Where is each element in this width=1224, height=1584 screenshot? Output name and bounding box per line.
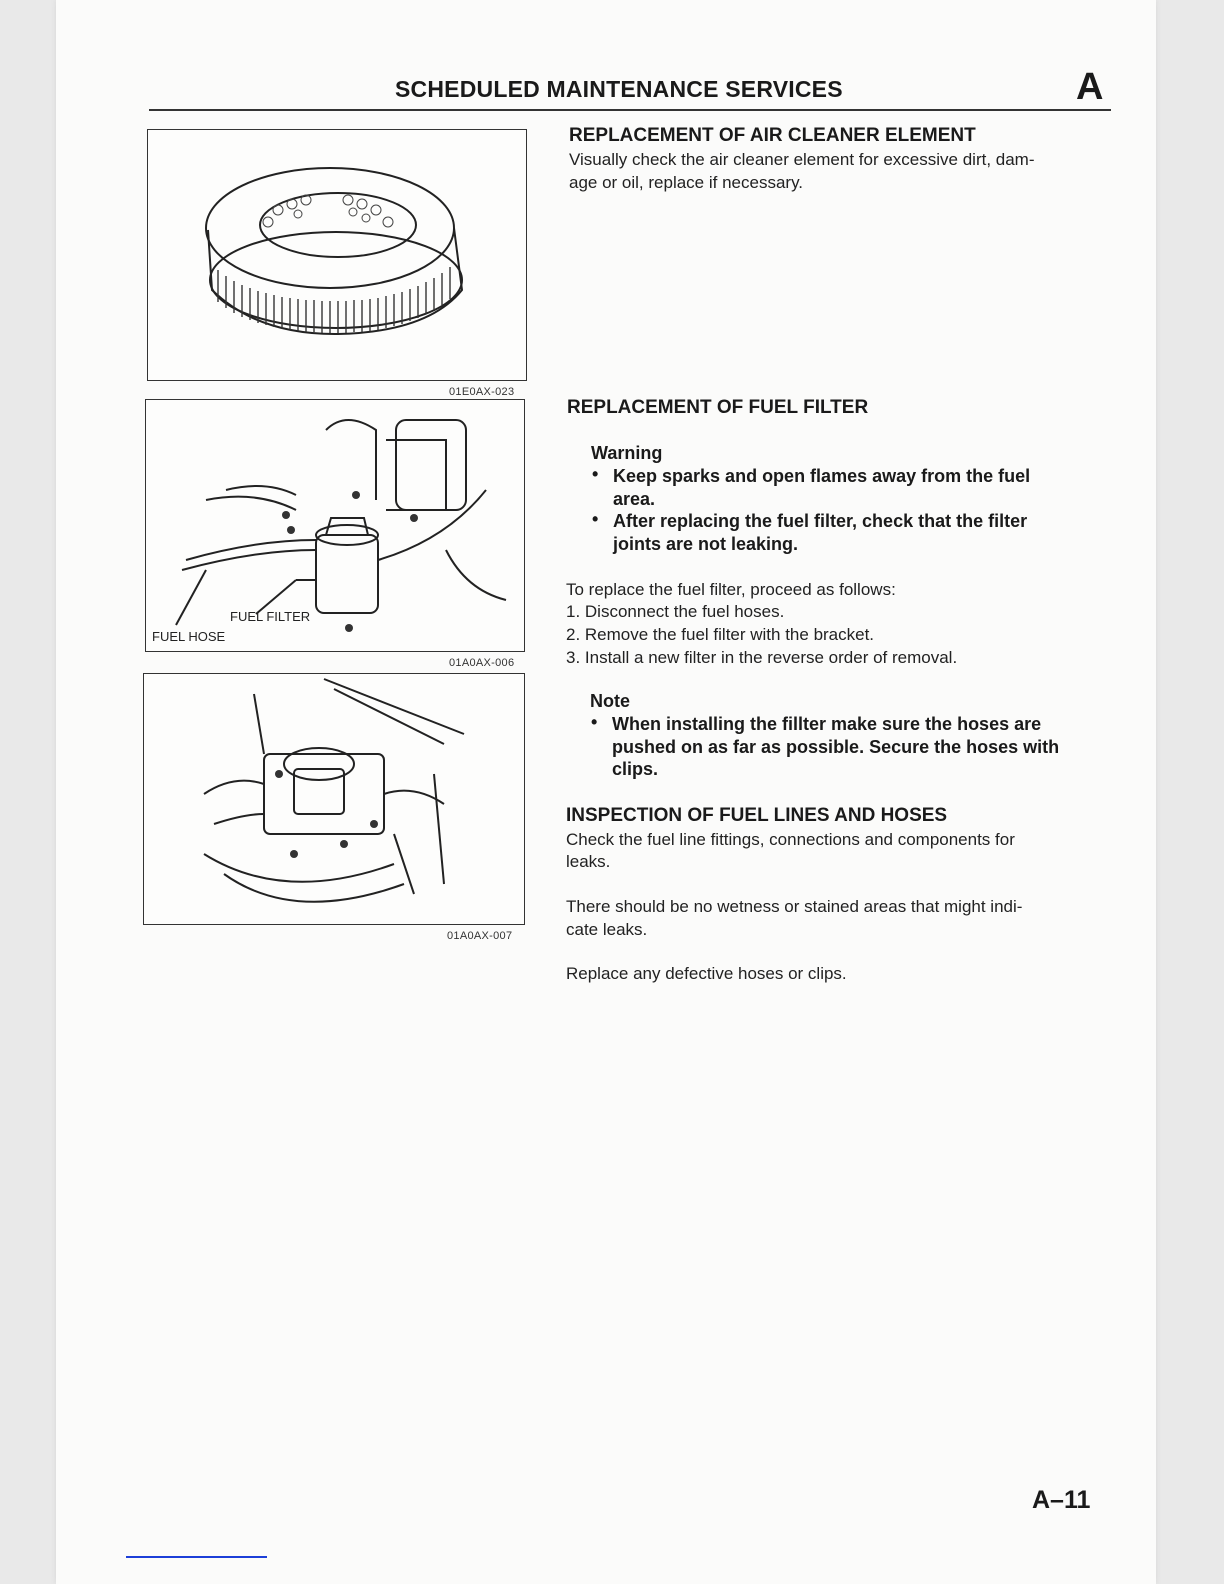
warning-title: Warning bbox=[591, 443, 663, 463]
figure-code-1: 01E0AX-023 bbox=[449, 386, 515, 398]
fuel-lines-p1-line-2: leaks. bbox=[566, 852, 611, 871]
figure-fuel-filter bbox=[145, 399, 525, 652]
page-header-title: SCHEDULED MAINTENANCE SERVICES bbox=[395, 76, 843, 102]
fuel-filter-illustration bbox=[146, 400, 524, 651]
fuel-filter-intro: To replace the fuel filter, proceed as follows: bbox=[566, 580, 896, 599]
air-cleaner-line-2: age or oil, replace if necessary. bbox=[569, 173, 804, 192]
air-cleaner-element-illustration bbox=[148, 130, 526, 380]
fuel-filter-label: FUEL FILTER bbox=[230, 609, 311, 624]
fuel-lines-p1-line-1: Check the fuel line fittings, connections and components for bbox=[566, 830, 1015, 849]
note-line-3: clips. bbox=[612, 759, 659, 779]
warning-1-line-2: area. bbox=[613, 489, 656, 509]
bottom-link-underline bbox=[126, 1556, 267, 1558]
figure-code-3: 01A0AX-007 bbox=[447, 930, 513, 942]
note-line-2: pushed on as far as possible. Secure the hoses with bbox=[612, 737, 1060, 757]
fuel-hose-label: FUEL HOSE bbox=[152, 629, 226, 644]
warning-2-line-1: After replacing the fuel filter, check that the filter bbox=[613, 511, 1028, 531]
fuel-lines-illustration bbox=[144, 674, 524, 924]
section-letter: A bbox=[1076, 66, 1104, 108]
bullet-icon: • bbox=[592, 464, 599, 484]
fuel-lines-p3: Replace any defective hoses or clips. bbox=[566, 964, 847, 983]
fuel-lines-p2-line-2: cate leaks. bbox=[566, 920, 648, 939]
note-line-1: When installing the fillter make sure the hoses are bbox=[612, 714, 1042, 734]
figure-fuel-lines bbox=[143, 673, 525, 925]
fuel-filter-step-2: 2. Remove the fuel filter with the bracket. bbox=[566, 625, 875, 644]
fuel-filter-heading: REPLACEMENT OF FUEL FILTER bbox=[567, 397, 869, 418]
bullet-icon: • bbox=[591, 712, 598, 732]
fuel-lines-p2-line-1: There should be no wetness or stained areas that might indi- bbox=[566, 897, 1023, 916]
warning-2-line-2: joints are not leaking. bbox=[613, 534, 799, 554]
fuel-filter-step-1: 1. Disconnect the fuel hoses. bbox=[566, 602, 785, 621]
air-cleaner-heading: REPLACEMENT OF AIR CLEANER ELEMENT bbox=[569, 125, 976, 146]
fuel-lines-heading: INSPECTION OF FUEL LINES AND HOSES bbox=[566, 805, 948, 826]
header-rule bbox=[149, 109, 1111, 111]
figure-code-2: 01A0AX-006 bbox=[449, 657, 515, 669]
page-number: A–11 bbox=[1032, 1486, 1091, 1514]
note-title: Note bbox=[590, 691, 630, 711]
warning-1-line-1: Keep sparks and open flames away from the fuel bbox=[613, 466, 1031, 486]
bullet-icon: • bbox=[592, 509, 599, 529]
air-cleaner-line-1: Visually check the air cleaner element for excessive dirt, dam- bbox=[569, 150, 1035, 169]
figure-air-cleaner-element bbox=[147, 129, 527, 381]
fuel-filter-step-3: 3. Install a new filter in the reverse order of removal. bbox=[566, 648, 958, 667]
